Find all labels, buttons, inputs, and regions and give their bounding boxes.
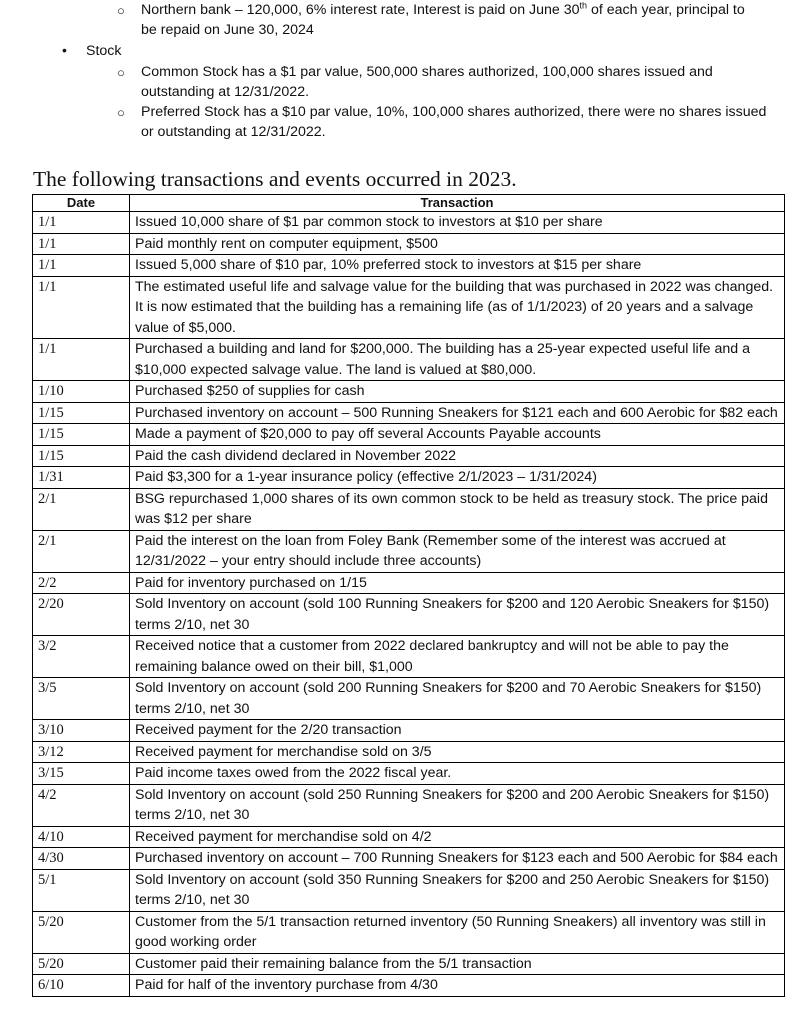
northern-bank-note-cont: be repaid on June 30, 2024 (141, 22, 314, 38)
table-row (33, 848, 785, 870)
row-date: 1/15 (33, 402, 130, 424)
row-transaction: Received payment for merchandise sold on 4/2 (130, 826, 785, 848)
row-transaction: Sold Inventory on account (sold 350 Running Sneakers for $200 and 250 Aerobic Sneakers for $150) terms 2/10, net 30 (130, 869, 785, 911)
row-date: 1/1 (33, 212, 130, 234)
row-date: 1/15 (33, 445, 130, 467)
table-row (33, 741, 785, 763)
row-transaction: Issued 5,000 share of $10 par, 10% preferred stock to investors at $15 per share (130, 255, 785, 277)
row-transaction: Paid for inventory purchased on 1/15 (130, 572, 785, 594)
common-stock-note: Common Stock has a $1 par value, 500,000 shares authorized, 100,000 shares issued and (141, 64, 713, 80)
table-row (33, 953, 785, 975)
row-date: 3/12 (33, 741, 130, 763)
row-transaction: BSG repurchased 1,000 shares of its own common stock to be held as treasury stock. The price paid was $12 per share (130, 488, 785, 530)
row-transaction: Paid monthly rent on computer equipment, $500 (130, 233, 785, 255)
row-date: 3/10 (33, 720, 130, 742)
table-row (33, 255, 785, 277)
row-date: 3/15 (33, 763, 130, 785)
northern-bank-note: Northern bank – 120,000, 6% interest rate, Interest is paid on June 30th of each year, principal to (141, 0, 745, 18)
row-date: 4/2 (33, 784, 130, 826)
table-row (33, 424, 785, 446)
row-transaction: Paid income taxes owed from the 2022 fiscal year. (130, 763, 785, 785)
row-date: 4/10 (33, 826, 130, 848)
table-row (33, 636, 785, 678)
row-transaction: Sold Inventory on account (sold 200 Running Sneakers for $200 and 70 Aerobic Sneakers for $150) terms 2/10, net 30 (130, 678, 785, 720)
table-row (33, 763, 785, 785)
row-date: 2/1 (33, 530, 130, 572)
table-row (33, 488, 785, 530)
row-date: 2/1 (33, 488, 130, 530)
row-date: 1/1 (33, 339, 130, 381)
table-row (33, 678, 785, 720)
date-column-header: Date (33, 195, 130, 212)
common-stock-note-cont: outstanding at 12/31/2022. (141, 84, 310, 100)
row-date: 1/1 (33, 255, 130, 277)
table-row (33, 212, 785, 234)
transactions-table (32, 194, 785, 997)
table-row (33, 339, 785, 381)
table-row (33, 594, 785, 636)
row-date: 1/31 (33, 467, 130, 489)
hollow-bullet-icon: ○ (117, 3, 125, 18)
preferred-stock-note-cont: or outstanding at 12/31/2022. (141, 124, 326, 140)
row-transaction: Paid the cash dividend declared in November 2022 (130, 445, 785, 467)
table-row (33, 276, 785, 339)
row-transaction: Sold Inventory on account (sold 250 Running Sneakers for $200 and 200 Aerobic Sneakers for $150) terms 2/10, net 30 (130, 784, 785, 826)
transactions-body (33, 212, 785, 997)
table-row (33, 784, 785, 826)
table-row (33, 530, 785, 572)
row-transaction: Received payment for the 2/20 transaction (130, 720, 785, 742)
row-transaction: The estimated useful life and salvage value for the building that was purchased in 2022 was changed. It is now estimated that the building has a remaining life (as of 1/1/2023) of 20 years and a salvage value of $5,000. (130, 276, 785, 339)
row-date: 6/10 (33, 975, 130, 997)
row-transaction: Customer from the 5/1 transaction returned inventory (50 Running Sneakers) all inventory was still in good working order (130, 911, 785, 953)
row-transaction: Received payment for merchandise sold on 3/5 (130, 741, 785, 763)
table-row (33, 402, 785, 424)
row-date: 2/2 (33, 572, 130, 594)
table-row (33, 381, 785, 403)
row-date: 3/5 (33, 678, 130, 720)
table-header-row (33, 195, 785, 212)
table-row (33, 233, 785, 255)
row-date: 5/20 (33, 953, 130, 975)
hollow-bullet-icon: ○ (117, 65, 125, 80)
table-row (33, 975, 785, 997)
table-row (33, 572, 785, 594)
row-transaction: Paid the interest on the loan from Foley Bank (Remember some of the interest was accrued at 12/31/2022 – your entry should include three accounts) (130, 530, 785, 572)
preferred-stock-note: Preferred Stock has a $10 par value, 10%, 100,000 shares authorized, there were no shares issued (141, 104, 767, 120)
row-date: 1/10 (33, 381, 130, 403)
row-date: 1/1 (33, 233, 130, 255)
filled-bullet-icon: • (62, 42, 67, 58)
row-transaction: Purchased $250 of supplies for cash (130, 381, 785, 403)
table-row (33, 720, 785, 742)
table-row (33, 445, 785, 467)
row-transaction: Paid for half of the inventory purchase from 4/30 (130, 975, 785, 997)
row-transaction: Customer paid their remaining balance from the 5/1 transaction (130, 953, 785, 975)
row-date: 4/30 (33, 848, 130, 870)
row-date: 2/20 (33, 594, 130, 636)
row-transaction: Made a payment of $20,000 to pay off several Accounts Payable accounts (130, 424, 785, 446)
row-date: 1/15 (33, 424, 130, 446)
section-heading: The following transactions and events occurred in 2023. (33, 167, 517, 191)
hollow-bullet-icon: ○ (117, 105, 125, 120)
row-transaction: Issued 10,000 share of $1 par common stock to investors at $10 per share (130, 212, 785, 234)
row-transaction: Paid $3,300 for a 1-year insurance policy (effective 2/1/2023 – 1/31/2024) (130, 467, 785, 489)
table-row (33, 826, 785, 848)
row-transaction: Purchased a building and land for $200,000. The building has a 25-year expected useful life and a $10,000 expected salvage value. The land is valued at $80,000. (130, 339, 785, 381)
stock-label: Stock (86, 43, 122, 59)
row-date: 5/20 (33, 911, 130, 953)
row-date: 5/1 (33, 869, 130, 911)
row-transaction: Purchased inventory on account – 500 Running Sneakers for $121 each and 600 Aerobic for $82 each (130, 402, 785, 424)
table-row (33, 467, 785, 489)
row-transaction: Purchased inventory on account – 700 Running Sneakers for $123 each and 500 Aerobic for $84 each (130, 848, 785, 870)
transaction-column-header: Transaction (130, 195, 785, 212)
row-date: 3/2 (33, 636, 130, 678)
row-transaction: Sold Inventory on account (sold 100 Running Sneakers for $200 and 120 Aerobic Sneakers for $150) terms 2/10, net 30 (130, 594, 785, 636)
row-transaction: Received notice that a customer from 2022 declared bankruptcy and will not be able to pay the remaining balance owed on their bill, $1,000 (130, 636, 785, 678)
table-row (33, 911, 785, 953)
row-date: 1/1 (33, 276, 130, 339)
table-row (33, 869, 785, 911)
